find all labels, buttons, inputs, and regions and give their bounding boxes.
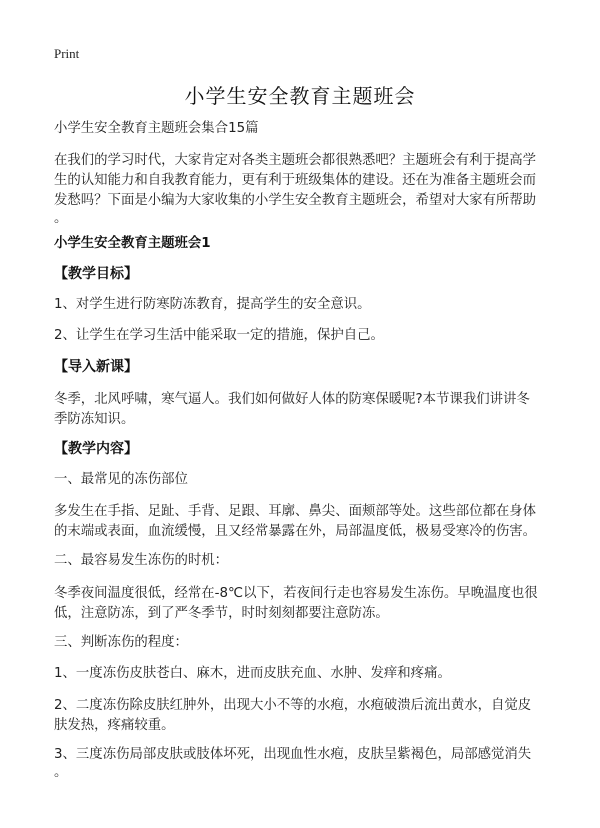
content-part-title: 二、最容易发生冻伤的时机： [54,553,229,568]
content-heading: 【教学内容】 [54,441,138,457]
subtitle: 小学生安全教育主题班会集合15篇 [54,121,259,136]
goals-heading: 【教学目标】 [54,266,138,282]
intro-lesson-line: 冬季，北风呼啸，寒气逼人。我们如何做好人体的防寒保暖呢?本节课我们讲讲冬 [54,392,530,407]
goal-item: 1、对学生进行防寒防冻教育，提高学生的安全意识。 [54,297,371,312]
degree-item: 2、二度冻伤除皮肤红肿外，出现大小不等的水疱，水疱破溃后流出黄水，自觉皮 [54,698,532,713]
intro-line: 在我们的学习时代，大家肯定对各类主题班会都很熟悉吧？主题班会有利于提高学 [54,153,537,168]
intro-lesson-line: 季防冻知识。 [54,412,135,427]
print-label[interactable]: Print [54,46,80,61]
content-part-title: 三、判断冻伤的程度： [54,635,188,650]
section-heading: 小学生安全教育主题班会1 [54,236,211,251]
intro-line: 发愁吗？下面是小编为大家收集的小学生安全教育主题班会，希望对大家有所帮助 [54,193,537,208]
intro-lesson-heading: 【导入新课】 [54,359,138,375]
content-text: 低，注意防冻，到了严冬季节，时时刻刻都要注意防冻。 [54,606,389,621]
content-text: 多发生在手指、足趾、手背、足跟、耳廓、鼻尖、面颊部等处。这些部位都在身体 [54,504,537,519]
degree-item: 3、三度冻伤局部皮肤或肢体坏死，出现血性水疱，皮肤呈紫褐色，局部感觉消失 [54,747,532,762]
content-text: 冬季夜间温度很低，经常在-8℃以下，若夜间行走也容易发生冻伤。早晚温度也很 [54,586,538,601]
goal-item: 2、让学生在学习生活中能采取一定的措施，保护自己。 [54,328,384,343]
content-part-title: 一、最常见的冻伤部位 [54,472,188,487]
content-text: 的末端或表面，血流缓慢，且又经常暴露在外，局部温度低，极易受寒冷的伤害。 [54,524,537,539]
intro-line: 生的认知能力和自我教育能力，更有利于班级集体的建设。还在为准备主题班会而 [54,173,537,188]
degree-item: 。 [54,765,68,780]
intro-line: 。 [54,211,68,226]
page-title: 小学生安全教育主题班会 [184,84,416,108]
degree-item: 1、一度冻伤皮肤苍白、麻木，进而皮肤充血、水肿、发痒和疼痛。 [54,666,451,681]
degree-item: 肤发热，疼痛较重。 [54,718,175,733]
